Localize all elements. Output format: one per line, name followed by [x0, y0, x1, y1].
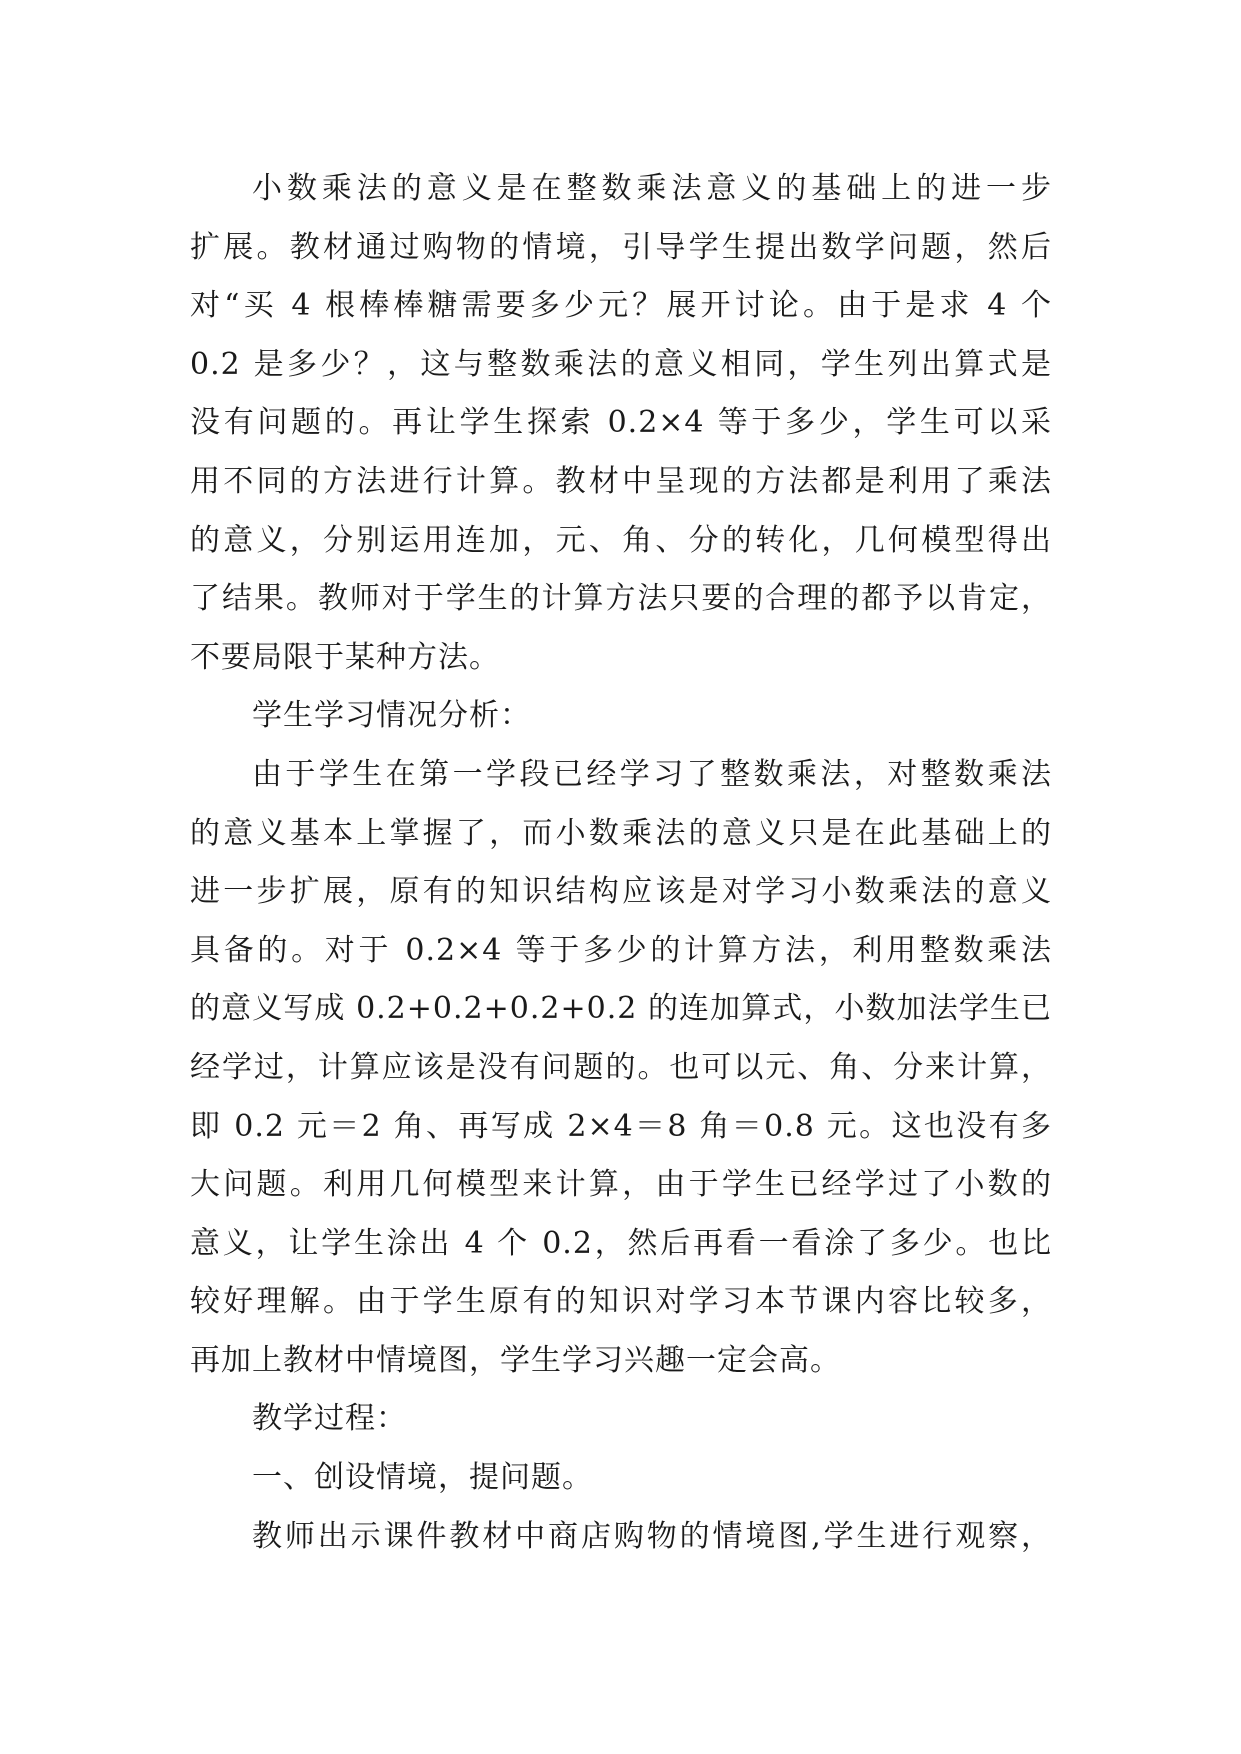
- paragraph-line: 没有问题的。再让学生探索 0.2×4 等于多少，学生可以采: [190, 405, 1052, 441]
- section-heading: 学生学习情况分析：: [252, 698, 531, 734]
- paragraph-line: 不要局限于某种方法。: [190, 639, 500, 675]
- paragraph-line: 即 0.2 元＝2 角、再写成 2×4＝8 角＝0.8 元。这也没有多: [190, 1108, 1052, 1144]
- paragraph-line: 对“买 4 根棒棒糖需要多少元？展开讨论。由于是求 4 个: [190, 288, 1052, 324]
- paragraph-line: 的意义，分别运用连加，元、角、分的转化，几何模型得出: [190, 522, 1052, 558]
- paragraph-line: 具备的。对于 0.2×4 等于多少的计算方法，利用整数乘法: [190, 932, 1052, 968]
- paragraph-line: 的意义基本上掌握了，而小数乘法的意义只是在此基础上的: [190, 815, 1052, 851]
- document-body: [190, 160, 1052, 1566]
- paragraph-line: 大问题。利用几何模型来计算，由于学生已经学过了小数的: [190, 1167, 1052, 1203]
- paragraph-line: 进一步扩展，原有的知识结构应该是对学习小数乘法的意义: [190, 874, 1052, 910]
- paragraph-line: 了结果。教师对于学生的计算方法只要的合理的都予以肯定，: [190, 581, 1052, 617]
- paragraph-line: 再加上教材中情境图，学生学习兴趣一定会高。: [190, 1342, 841, 1378]
- paragraph-line: 的意义写成 0.2+0.2+0.2+0.2 的连加算式，小数加法学生已: [190, 991, 1052, 1027]
- paragraph-line: 由于学生在第一学段已经学习了整数乘法，对整数乘法: [252, 756, 1052, 792]
- section-heading: 教学过程：: [252, 1401, 407, 1437]
- paragraph-line: 0.2 是多少？，这与整数乘法的意义相同，学生列出算式是: [190, 346, 1052, 382]
- paragraph-line: 教师出示课件教材中商店购物的情境图,学生进行观察，: [252, 1518, 1052, 1554]
- paragraph-line: 较好理解。由于学生原有的知识对学习本节课内容比较多，: [190, 1284, 1052, 1320]
- paragraph-line: 小数乘法的意义是在整数乘法意义的基础上的进一步: [252, 171, 1052, 206]
- paragraph-line: 用不同的方法进行计算。教材中呈现的方法都是利用了乘法: [190, 463, 1052, 499]
- subsection-heading: 一、创设情境，提问题。: [252, 1460, 593, 1496]
- paragraph-line: 经学过，计算应该是没有问题的。也可以元、角、分来计算，: [190, 1049, 1052, 1085]
- paragraph-line: 扩展。教材通过购物的情境，引导学生提出数学问题，然后: [190, 229, 1052, 265]
- paragraph-line: 意义，让学生涂出 4 个 0.2，然后再看一看涂了多少。也比: [190, 1225, 1052, 1261]
